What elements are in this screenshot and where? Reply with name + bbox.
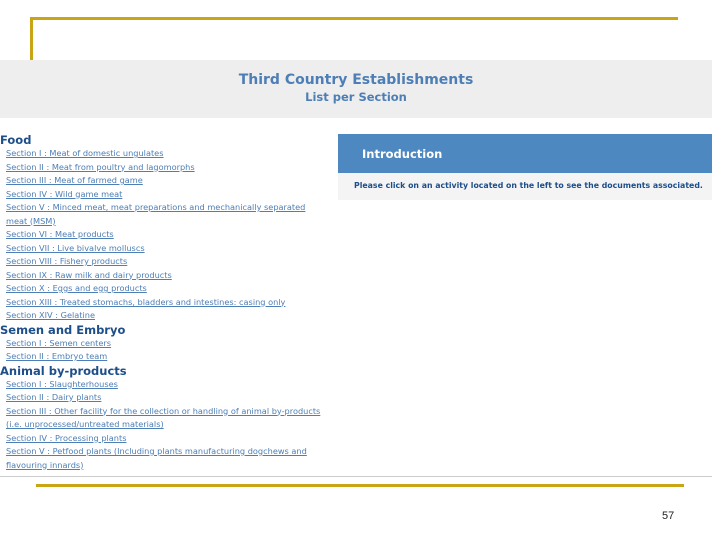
- page-subtitle: List per Section: [305, 90, 407, 104]
- section-link[interactable]: Section VI : Meat products: [6, 229, 114, 239]
- category-heading: Animal by-products: [0, 363, 127, 378]
- section-link[interactable]: Section IV : Wild game meat: [6, 188, 123, 199]
- section-link[interactable]: Section VII : Live bivalve molluscs: [6, 242, 145, 253]
- section-link-list: [0, 378, 336, 473]
- section-link[interactable]: Section IV : Processing plants: [6, 432, 127, 443]
- section-link[interactable]: Section II : Dairy plants: [6, 392, 102, 402]
- section-link[interactable]: Section I : Semen centers: [6, 337, 112, 348]
- section-link[interactable]: Section II : Embryo team: [6, 351, 108, 361]
- introduction-message: Please click on an activity located on the left to see the documents associated.: [354, 181, 703, 190]
- section-link-list: [0, 147, 336, 323]
- section-link[interactable]: (i.e. unprocessed/untreated materials): [6, 419, 164, 429]
- introduction-panel: [338, 134, 712, 200]
- bottom-gold-rule: [36, 484, 684, 487]
- section-link[interactable]: Section X : Eggs and egg products: [6, 283, 147, 293]
- section-link[interactable]: Section III : Meat of farmed game: [6, 175, 143, 185]
- section-link[interactable]: Section IX : Raw milk and dairy products: [6, 269, 172, 280]
- section-link[interactable]: Section XIII : Treated stomachs, bladders and intestines: casing only: [6, 296, 286, 307]
- category-heading: Semen and Embryo: [0, 322, 126, 337]
- section-link[interactable]: Section XIV : Gelatine: [6, 310, 95, 320]
- page-header: [0, 60, 712, 118]
- page-number: 57: [662, 510, 675, 522]
- left-gold-rule: [30, 17, 33, 61]
- section-link[interactable]: Section I : Meat of domestic ungulates: [6, 148, 164, 158]
- section-link[interactable]: meat (MSM): [6, 215, 56, 226]
- section-link[interactable]: Section V : Minced meat, meat preparations and mechanically separated: [6, 202, 306, 212]
- content-bottom-border: [0, 476, 712, 477]
- introduction-heading: Introduction: [338, 134, 712, 173]
- section-link[interactable]: Section V : Petfood plants (Including plants manufacturing dogchews and: [6, 446, 307, 456]
- section-link[interactable]: flavouring innards): [6, 459, 84, 470]
- section-link-list: [0, 337, 336, 364]
- section-link[interactable]: Section III : Other facility for the collection or handling of animal by-products: [6, 405, 321, 416]
- top-gold-rule: [30, 17, 678, 20]
- section-link[interactable]: Section VIII : Fishery products: [6, 256, 128, 266]
- section-link[interactable]: Section II : Meat from poultry and lagomorphs: [6, 161, 195, 172]
- section-link[interactable]: Section I : Slaughterhouses: [6, 378, 118, 389]
- section-list-pane: [0, 133, 336, 474]
- page-title: Third Country Establishments: [238, 72, 474, 88]
- category-heading: Food: [0, 133, 32, 147]
